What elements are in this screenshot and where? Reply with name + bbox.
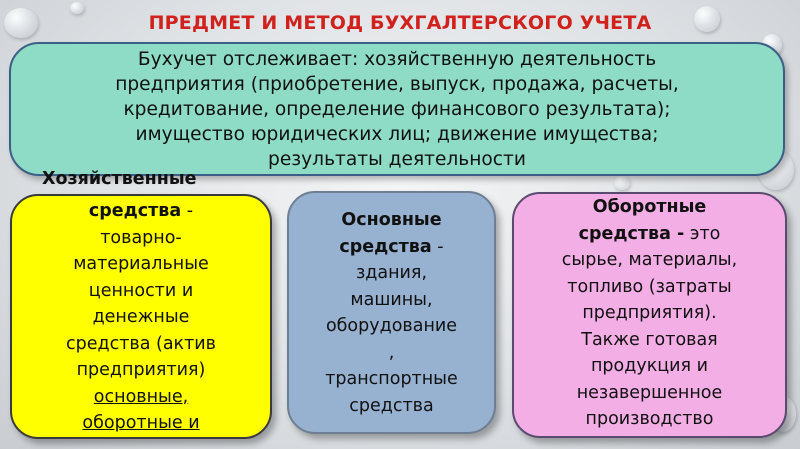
card-text-line: сырье, материалы, [561,250,738,270]
card-text-line: оборудование [325,316,458,336]
definition-line: Бухучет отслеживает: хозяйственную деятельность [137,49,657,70]
term: средства - [578,223,685,244]
fixed-assets-card [287,191,496,434]
card-text-line: , [388,342,395,363]
term-dash: - [431,236,444,257]
card-text-line: денежные [92,307,190,327]
term-rest: это [684,223,721,244]
card-text-line: Также готовая [581,329,718,350]
term: Основные [341,210,442,230]
definition-line: кредитование, определение финансового результата); [123,99,671,120]
card-text-line [514,221,785,248]
card-text-line: машины, [350,289,433,310]
definition-line: предприятия (приобретение, выпуск, продажа, расчеты, [115,74,679,95]
term-dash: - [181,201,194,221]
page-title: ПРЕДМЕТ И МЕТОД БУХГАЛТЕРСКОГО УЧЕТА [148,12,652,34]
card-text-line: материальные [73,254,209,274]
card-text-line: средства (актив [65,333,216,354]
definition-box [9,42,785,176]
definition-line: имущество юридических лиц; движение имущества; [135,124,659,145]
card-text-line: здания, [355,263,428,283]
current-assets-card [512,192,787,438]
card-text-line: предприятия). [582,303,717,323]
card-text-line: оборотные и [82,413,200,433]
card-text-line: транспортные [325,369,458,389]
economic-assets-card [10,194,272,439]
card-text-line: производство [585,409,714,429]
card-text-line: предприятия) [76,360,206,380]
card-heading-overflow: Хозяйственные [42,169,197,189]
term: Оборотные [592,197,707,217]
card-text-line: средства [349,395,434,416]
water-drop-decoration [614,176,630,190]
card-text-line: товарно- [100,227,182,248]
card-text-line: продукция и [590,356,709,376]
definition-line: результаты деятельности [268,149,526,170]
card-text-line: топливо (затраты [567,276,732,297]
term: средства [88,201,182,221]
term: средства [339,236,432,257]
card-text-line: незавершенное [576,382,723,403]
card-text-line: ценности и [88,280,194,301]
card-text-line: основные, [93,386,189,407]
card-text-line [12,198,270,225]
card-text-line [289,234,494,261]
